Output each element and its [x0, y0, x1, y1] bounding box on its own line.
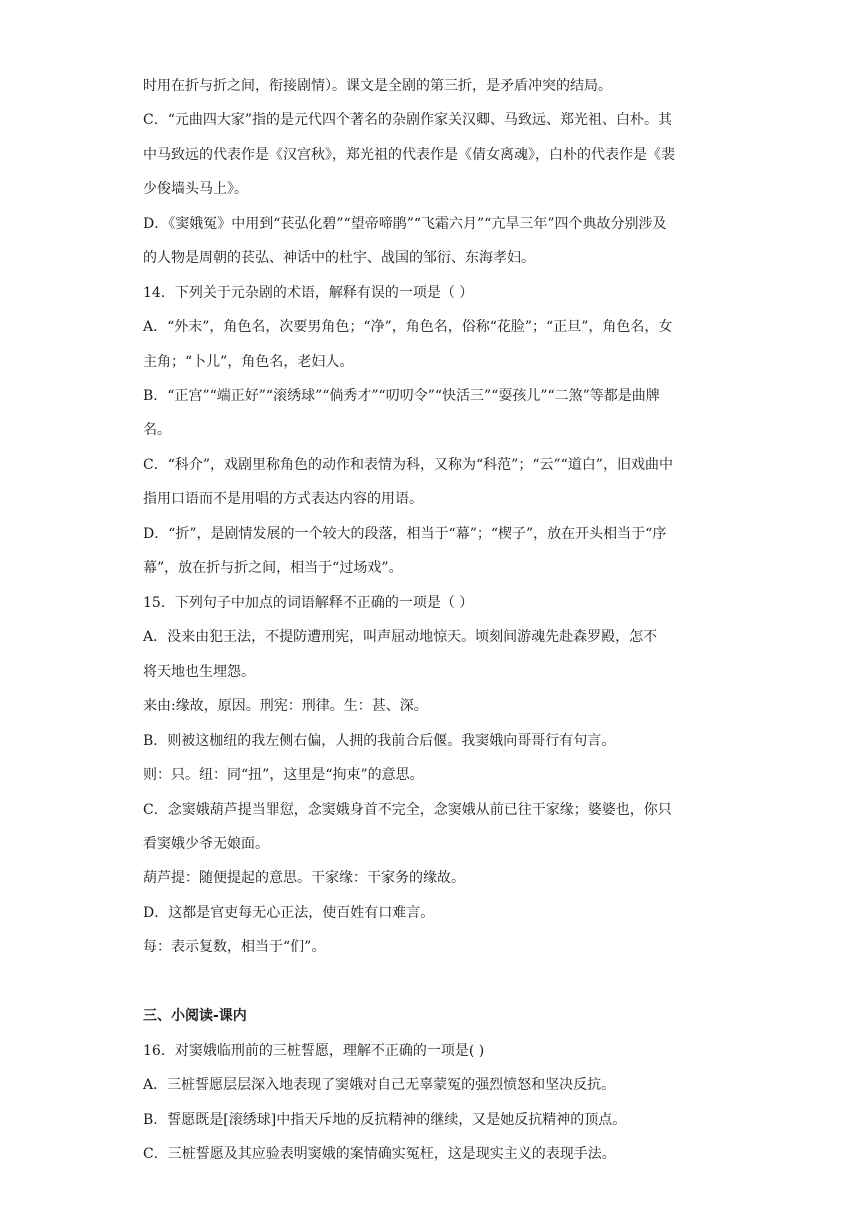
text-line: 名。	[143, 422, 171, 438]
option-c-line: C．三桩誓愿及其应验表明窦娥的案情确实冤枉，这是现实主义的表现手法。	[143, 1146, 616, 1162]
explanation-line: 则：只。纽：同“扭”，这里是“拘束”的意思。	[143, 767, 424, 783]
explanation-line: 来由:缘故，原因。刑宪：刑律。生：甚、深。	[143, 698, 428, 714]
text-line: 时用在折与折之间，衔接剧情）。课文是全剧的第三折，是矛盾冲突的结局。	[143, 78, 612, 94]
text-line: 幕”，放在折与折之间，相当于“过场戏”。	[143, 560, 403, 576]
option-a-line: A．没来由犯王法，不提防遭刑宪，叫声屈动地惊天。顷刻间游魂先赴森罗殿，怎不	[143, 629, 658, 645]
text-line: 指用口语而不是用唱的方式表达内容的用语。	[143, 491, 423, 507]
option-b-line: B．“正宫”“端正好”“滚绣球”“倘秀才”“叨叨令”“快活三”“耍孩儿”“二煞”等都是曲牌	[143, 388, 660, 404]
option-c-line: C．“科介”，戏剧里称角色的动作和表情为科，又称为“科范”；“云”“道白”，旧戏曲中	[143, 457, 673, 473]
option-d-line: D．《窦娥冤》中用到“苌弘化碧”“望帝啼鹃”“飞霜六月”“亢旱三年”四个典故分别涉及	[143, 216, 667, 232]
text-line: 主角；“卜儿”，角色名，老妇人。	[143, 354, 354, 370]
option-a-line: A．“外末”，角色名，次要男角色；“净”，角色名，俗称“花脸”；“正旦”，角色名，女	[143, 319, 673, 335]
text-line: 中马致远的代表作是《汉宫秋》，郑光祖的代表作是《倩女离魂》，白朴的代表作是《裴	[143, 147, 675, 163]
question-15-title: 15．下列句子中加点的词语解释不正确的一项是（ ）	[143, 595, 474, 611]
option-a-line: A．三桩誓愿层层深入地表现了窦娥对自己无辜蒙冤的强烈愤怒和坚决反抗。	[143, 1077, 616, 1093]
text-line: 的人物是周朝的苌弘、神话中的杜宇、战国的邹衍、东海孝妇。	[143, 250, 535, 266]
option-b-line: B．则被这枷纽的我左侧右偏，人拥的我前合后偃。我窦娥向哥哥行有句言。	[143, 733, 616, 749]
text-line: 看窦娥少爷无娘面。	[143, 836, 269, 852]
option-c-line: C．“元曲四大家”指的是元代四个著名的杂剧作家关汉卿、马致远、郑光祖、白朴。其	[143, 112, 673, 128]
option-c-line: C．念窦娥葫芦提当罪愆，念窦娥身首不完全，念窦娥从前已往干家缘；婆婆也，你只	[143, 802, 672, 818]
question-14-title: 14．下列关于元杂剧的术语，解释有误的一项是（ ）	[143, 285, 474, 301]
text-line: 少俊墙头马上》。	[143, 181, 248, 197]
text-line: 将天地也生埋怨。	[143, 664, 255, 680]
option-d-line: D．“折”，是剧情发展的一个较大的段落，相当于“幕”；“楔子”，放在开头相当于“序	[143, 526, 667, 542]
explanation-line: 葫芦提：随便提起的意思。干家缘：干家务的缘故。	[143, 870, 465, 886]
explanation-line: 每：表示复数，相当于“们”。	[143, 939, 326, 955]
question-16-title: 16．对窦娥临刑前的三桩誓愿，理解不正确的一项是( )	[143, 1043, 485, 1059]
section-heading: 三、小阅读-课内	[143, 1008, 247, 1024]
option-b-line: B．誓愿既是[滚绣球]中指天斥地的反抗精神的继续，又是她反抗精神的顶点。	[143, 1112, 627, 1128]
option-d-line: D．这都是官吏每无心正法，使百姓有口难言。	[143, 905, 435, 921]
